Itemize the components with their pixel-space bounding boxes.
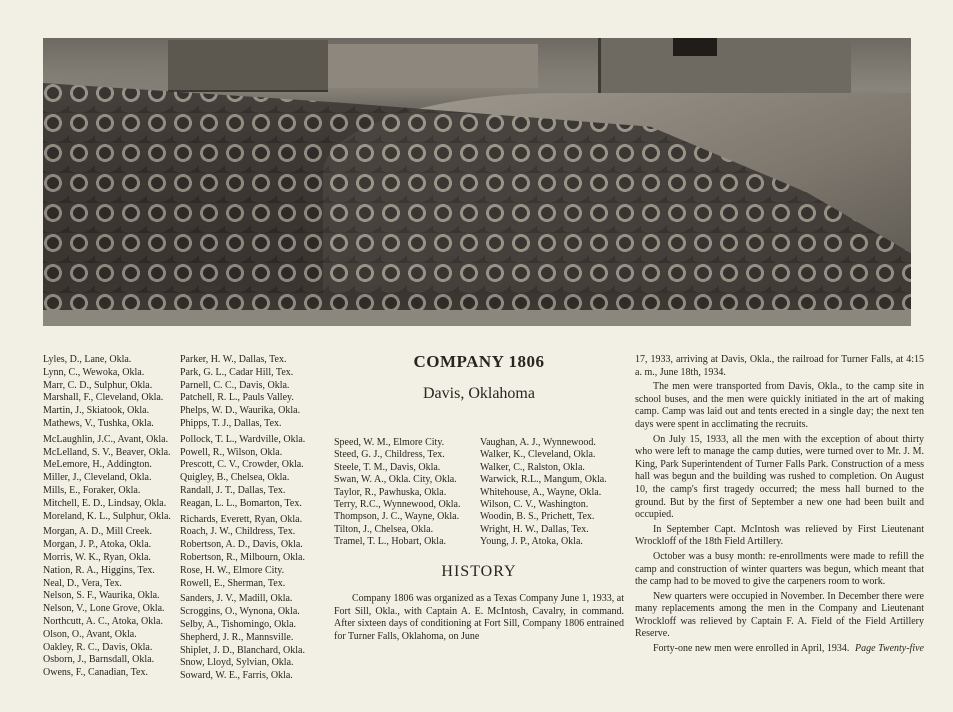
roster-entry: Phipps, T. J., Dallas, Tex. [180,417,282,429]
roster-column-1 [43,354,171,680]
roster-row [334,511,607,523]
roster-entry: Mitchell, E. D., Lindsay, Okla. [43,497,167,509]
history-paragraph: 17, 1933, arriving at Davis, Okla., the railroad for Turner Falls, at 4:15 a. m., June 18th, 1934. [635,354,924,378]
roster-entry: Speed, W. M., Elmore City. [334,437,445,448]
roster-entry: Rose, H. W., Elmore City. [180,564,285,576]
roster-entry: Nelson, S. F., Waurika, Okla. [43,590,160,602]
roster-entry: Morris, W. K., Ryan, Okla. [43,551,151,563]
roster-entry: Woodin, B. S., Prichett, Tex. [480,511,595,523]
barracks-building-middle [328,44,538,88]
company-location: Davis, Oklahoma [423,385,535,402]
roster-entry: Marshall, F., Cleveland, Okla. [43,392,164,404]
roster-row [334,462,607,474]
roster-entry: Park, G. L., Cadar Hill, Tex. [180,366,294,378]
roster-entry: Marr, C. D., Sulphur, Okla. [43,379,153,391]
roster-row [334,487,607,499]
roster-entry: Tramel, T. L., Hobart, Okla. [334,536,447,548]
roster-entry: Roach, J. W., Childress, Tex. [180,526,296,538]
page-number: Page Twenty-five [855,643,924,654]
roster-entry: Morgan, J. P., Atoka, Okla. [43,539,152,551]
roster-entry: Quigley, B., Chelsea, Okla. [180,472,290,484]
history-paragraph: The men were transported from Davis, Okla., to the camp site in school buses, and the men were quickly initiated in the art of making camp. Camp was laid out and tents erected in a single day; the next ten days were spent in acclimating the recruits. [635,381,924,430]
building-window [673,38,717,56]
history-paragraph: On July 15, 1933, all the men with the exception of about thirty who were left to manage the camp duties, were turned over to Mr. J. M. King, Park Superintendent of Turner Falls Park. Construction of a mess hall was begun and the building was rushed to completion. On August 10, the camp's first tragedy occurred; the mess hall burned to the ground. But by the first of September a new one had been built and occupied. [635,433,924,521]
roster-entry: Thompson, J. C., Wayne, Okla. [334,511,460,523]
roster-entry: MeLemore, H., Addington. [43,459,152,471]
roster-entry: Wright, H. W., Dallas, Tex. [480,523,589,535]
roster-row [334,437,607,449]
roster-entry: Oakley, R. C., Davis, Okla. [43,641,153,653]
company-title: COMPANY 1806 [413,352,545,371]
roster-entry: Moreland, K. L., Sulphur, Okla. [43,510,171,522]
roster-entry: Walker, C., Ralston, Okla. [480,461,585,473]
roster-entry: Pollock, T. L., Wardville, Okla. [180,433,306,445]
roster-entry: Nation, R. A., Higgins, Tex. [43,564,155,576]
roster-entry: Whitehouse, A., Wayne, Okla. [480,486,602,498]
barracks-building-left [168,40,328,92]
roster-entry: Prescott, C. V., Crowder, Okla. [180,459,304,471]
roster-entry: Shiplet, J. D., Blanchard, Okla. [180,644,305,656]
roster-entry: Selby, A., Tishomingo, Okla. [180,618,297,630]
roster-entry: Taylor, R., Pawhuska, Okla. [334,486,447,498]
roster-row [334,499,607,511]
roster-entry: Lynn, C., Wewoka, Okla. [43,366,145,378]
roster-entry: Olson, O., Avant, Okla. [43,628,137,640]
roster-entry: Swan, W. A., Okla. City, Okla. [334,474,457,486]
roster-column-2 [180,354,305,683]
roster-entry: Morgan, A. D., Mill Creek. [43,526,152,538]
roster-entry: Steele, T. M., Davis, Okla. [334,461,441,473]
roster-entry: Osborn, J., Barnsdall, Okla. [43,654,155,666]
history-paragraph: New quarters were occupied in November. In December there were many replacements among the men in the Company and Lieutenant Wrockloff was relieved by Captain F. A. Field of the Field Artillery Reserve. [635,590,924,640]
history-paragraph: October was a busy month: re-enrollments were made to refill the camp and construction of winter quarters was begun, which meant that the camp had to be moved to give the carpeners room to work. [635,550,924,588]
roster-entry: Randall, J. T., Dallas, Tex. [180,484,286,496]
roster-entry: Rowell, E., Sherman, Tex. [180,577,286,589]
roster-entry: Terry, R.C., Wynnewood, Okla. [334,499,461,511]
roster-entry: Soward, W. E., Farris, Okla. [180,670,293,682]
history-paragraph: In September Capt. McIntosh was relieved by First Lieutenant Wrockloff of the 18th Field Artillery. [635,523,924,548]
roster-column-3 [334,437,607,549]
roster-entry: Martin, J., Skiatook, Okla. [43,405,150,417]
roster-entry: Nelson, V., Lone Grove, Okla. [43,603,165,615]
roster-entry: Tilton, J., Chelsea, Okla. [334,523,434,535]
roster-entry: Walker, K., Cleveland, Okla. [480,449,596,461]
roster-entry: Northcutt, A. C., Atoka, Okla. [43,615,163,627]
roster-entry: Wilson, C. V., Washington. [480,499,589,511]
roster-entry: Lyles, D., Lane, Okla. [43,354,132,365]
roster-entry: Vaughan, A. J., Wynnewood. [480,437,596,448]
roster-entry: Scroggins, O., Wynona, Okla. [180,606,300,618]
roster-row [334,474,607,486]
roster-entry: Shepherd, J. R., Mannsville. [180,631,294,643]
history-heading: HISTORY [441,563,517,580]
roster-entry: Young, J. P., Atoka, Okla. [480,536,583,548]
roster-row [334,536,607,548]
ground-strip [43,310,911,326]
roster-entry: Reagan, L. L., Bomarton, Tex. [180,497,302,509]
roster-entry: Miller, J., Cleveland, Okla. [43,472,152,484]
roster-row [334,449,607,461]
history-paragraph: Forty-one new men were enrolled in April, 1934. [653,643,850,655]
roster-entry: McLaughlin, J.C., Avant, Okla. [43,433,169,445]
roster-entry: Snow, Lloyd, Sylvian, Okla. [180,657,294,669]
roster-entry: Steed, G. J., Childress, Tex. [334,449,445,461]
company-group-photo [43,38,911,326]
roster-entry: Parker, H. W., Dallas, Tex. [180,354,287,365]
roster-entry: Robertson, R., Milbourn, Okla. [180,551,305,563]
roster-entry: McLelland, S. V., Beaver, Okla. [43,446,171,458]
history-continuation [635,354,924,658]
roster-row [334,524,607,536]
roster-entry: Owens, F., Canadian, Tex. [43,667,148,679]
roster-entry: Mathews, V., Tushka, Okla. [43,417,154,429]
roster-entry: Neal, D., Vera, Tex. [43,577,122,589]
roster-entry: Parnell, C. C., Davis, Okla. [180,379,290,391]
roster-entry: Robertson, A. D., Davis, Okla. [180,539,303,551]
roster-entry: Sanders, J. V., Madill, Okla. [180,593,293,605]
history-paragraph-1: Company 1806 was organized as a Texas Company June 1, 1933, at Fort Sill, Okla., with Captain A. E. McIntosh, Cavalry, in command. After sixteen days of conditioning at Fort Sill, Company 1806 entrained for Turner Falls, Oklahoma, on June [334,593,624,642]
roster-entry: Richards, Everett, Ryan, Okla. [180,513,303,525]
roster-entry: Powell, R., Wilson, Okla. [180,446,283,458]
roster-entry: Mills, E., Foraker, Okla. [43,484,141,496]
roster-entry: Warwick, R.L., Mangum, Okla. [480,474,607,486]
roster-entry: Phelps, W. D., Waurika, Okla. [180,405,301,417]
roster-entry: Patchell, R. L., Pauls Valley. [180,392,294,404]
